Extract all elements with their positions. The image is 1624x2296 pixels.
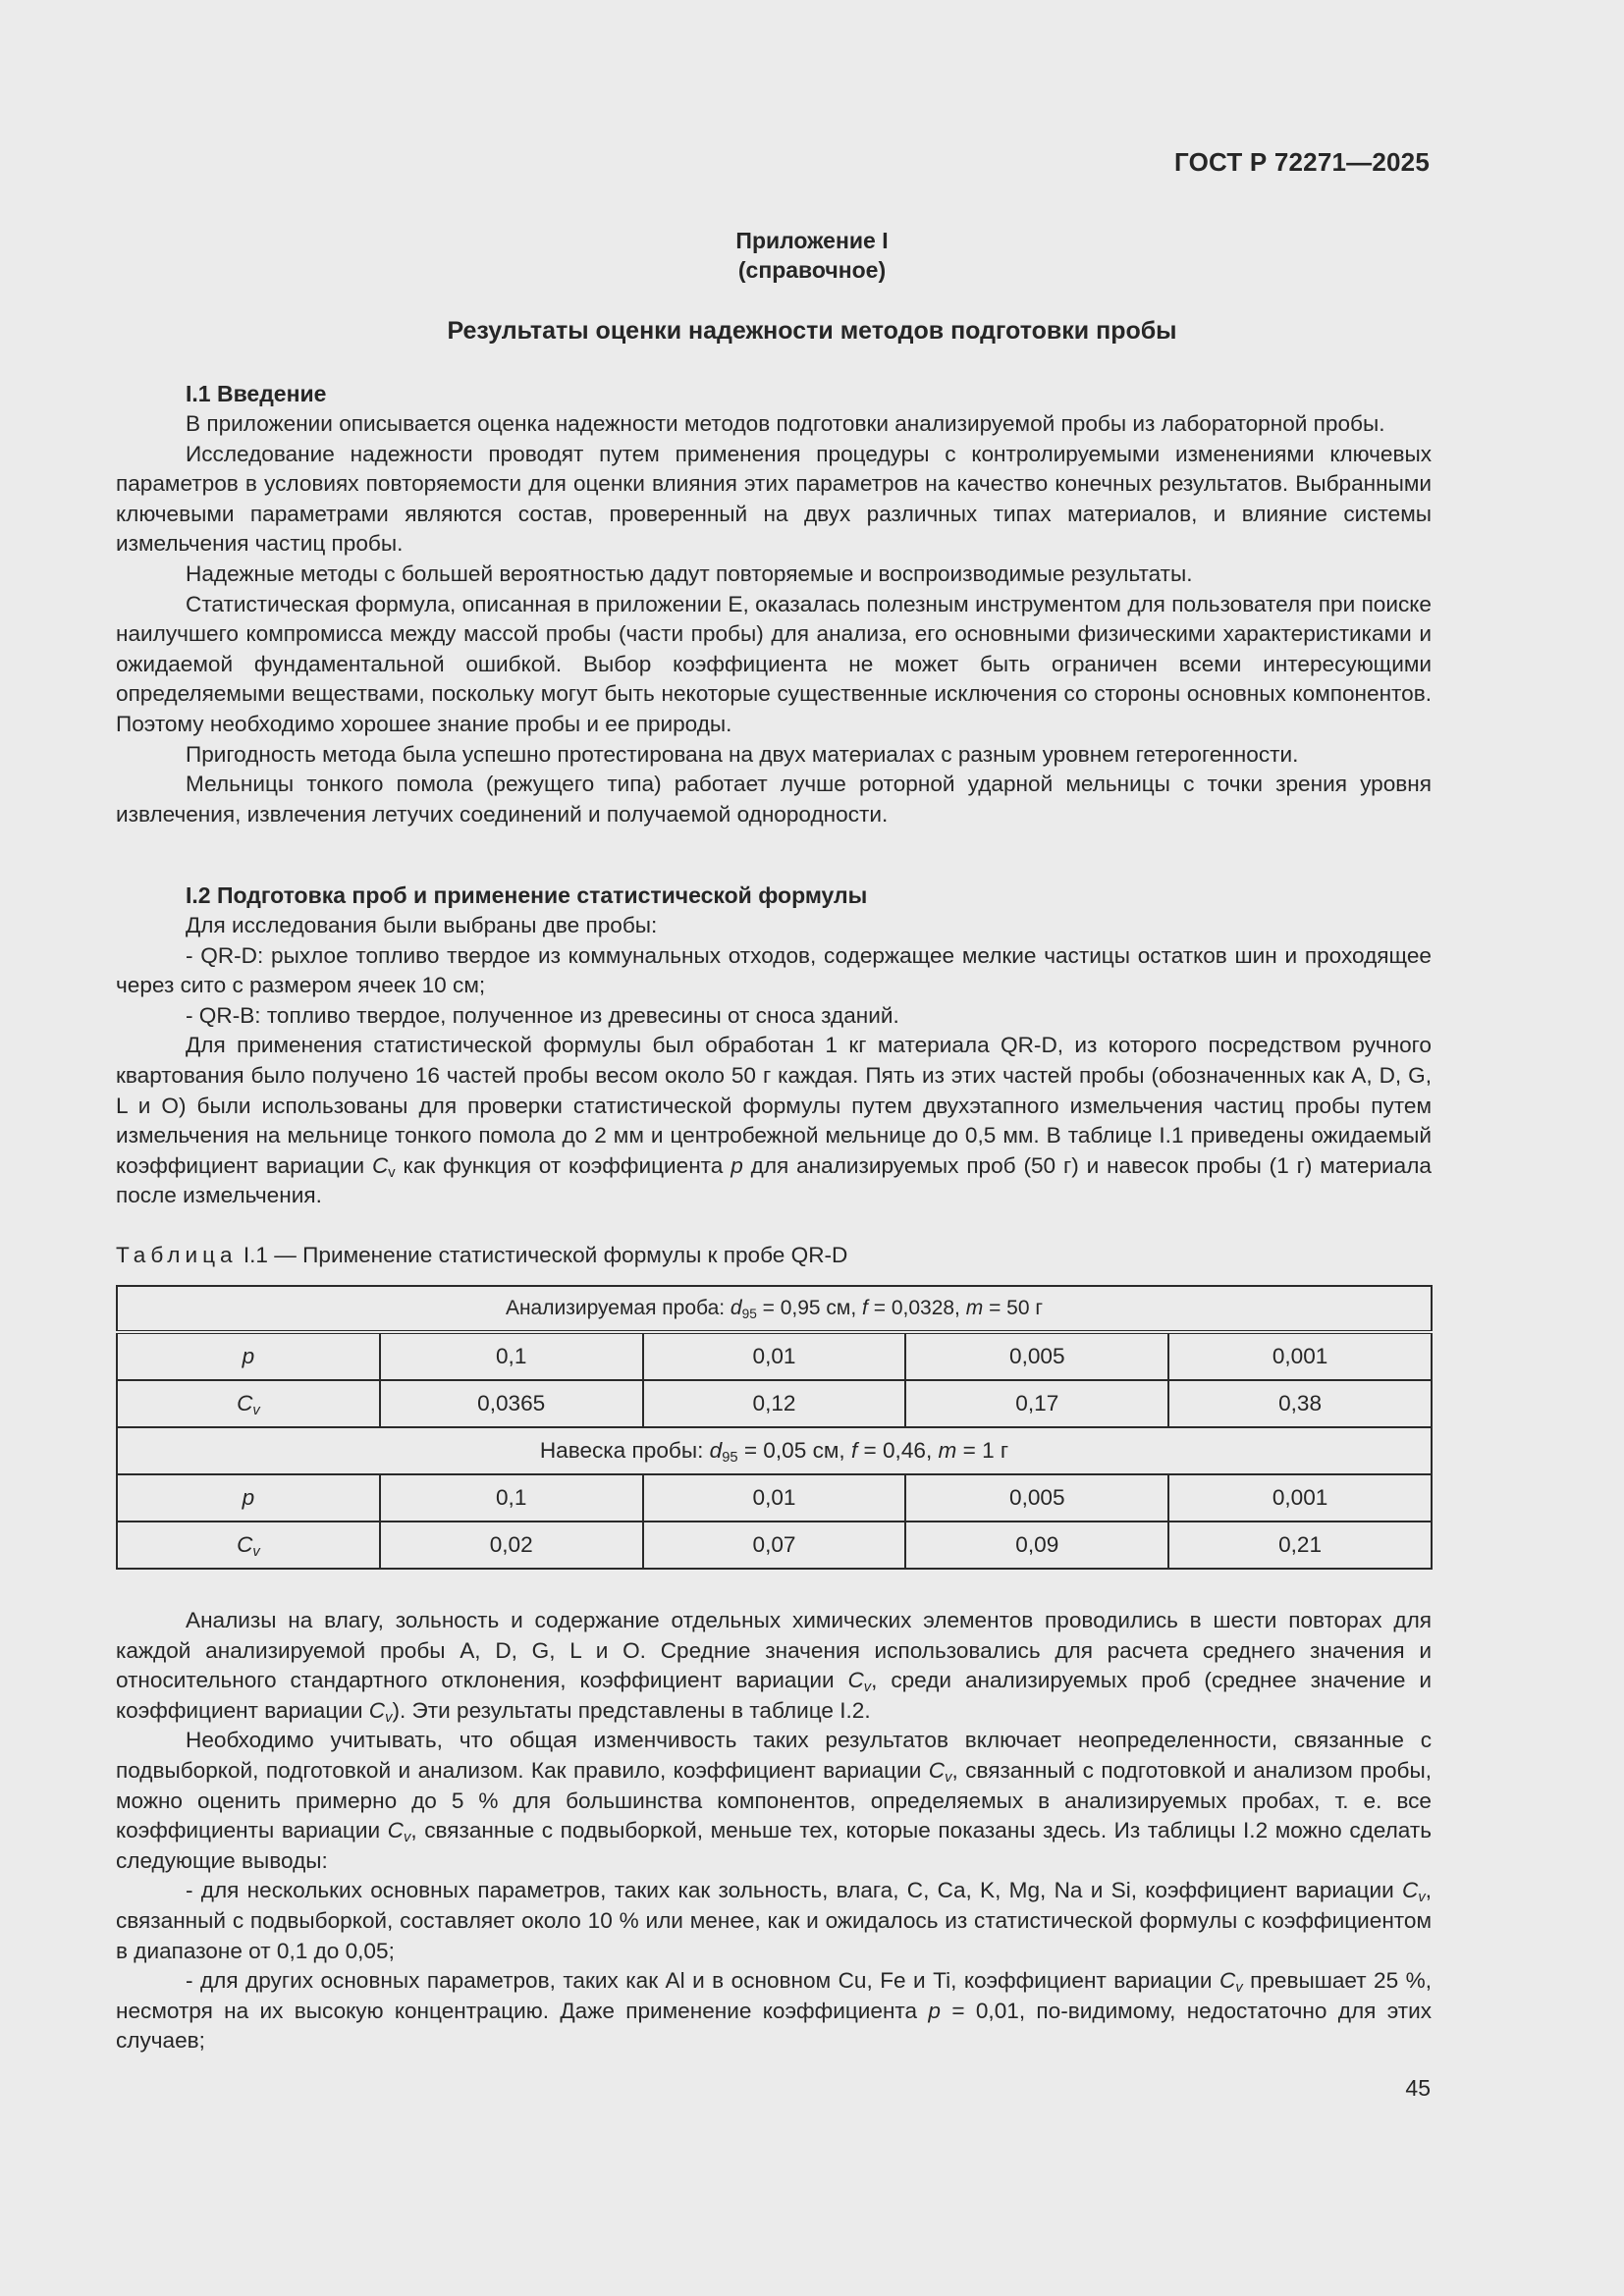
paragraph: Для применения статистической формулы был обработан 1 кг материала QR-D, из которого посредством ручного квартования было получено 16 частей пробы весом около 50 г каждая. Пять из этих частей пробы (обозначенных как A, D, G, L и O) были использованы для проверки статистической формулы путем двухэтапного измельчения частиц пробы путем измельчения на мельнице тонкого помола до 2 мм и центробежной мельнице до 0,5 мм. В таблице I.1 приведены ожидаемый коэффициент вариации $C_v$ как функция от коэффициента p для анализируемых проб (50 г) и навесок пробы (1 г) материала после измельчения.: [116, 1033, 1432, 1208]
row-label-cv: $C_v$: [117, 1380, 380, 1427]
analytical-sample-header: Анализируемая проба: $d_{95} = 0,95$ см, f = 0,0328, m = 50 г: [117, 1286, 1432, 1332]
table-cell: 0,001: [1168, 1332, 1432, 1380]
table-row: [117, 1380, 1432, 1427]
appendix-subtitle: (справочное): [737, 257, 887, 283]
table-cell: 0,005: [905, 1474, 1168, 1522]
section-heading: I.1 Введение: [186, 381, 327, 406]
list-item: - для нескольких основных параметров, таких как зольность, влага, C, Ca, K, Mg, Na и Si, коэффициент вариации $C_v$, связанный с подвыборкой, составляет около 10 % или менее, как и ожидалось из статистической формулы с коэффициентом в диапазоне от 0,1 до 0,05;: [116, 1878, 1432, 1963]
paragraph: Статистическая формула, описанная в приложении E, оказалась полезным инструментом для пользователя при поиске наилучшего компромисса между массой пробы (части пробы) для анализа, его основными физическими характеристиками и ожидаемой фундаментальной ошибкой. Выбор коэффициента не может быть ограничен всеми интересующими определяемыми веществами, поскольку могут быть некоторые существенные исключения со стороны основных компонентов. Поэтому необходимо хорошее знание пробы и ее природы.: [116, 591, 1432, 736]
table-cell: 0,01: [643, 1474, 906, 1522]
paragraph: Для исследования были выбраны две пробы:: [186, 913, 658, 937]
table-cell: 0,0365: [380, 1380, 643, 1427]
table-cell: 0,21: [1168, 1522, 1432, 1569]
section-results-discussion: [116, 1606, 1432, 2056]
table-cell: 0,01: [643, 1332, 906, 1380]
table-row: [117, 1332, 1432, 1380]
table-group-header: [117, 1286, 1432, 1332]
table-cell: 0,1: [380, 1332, 643, 1380]
section-heading: I.2 Подготовка проб и применение статистической формулы: [186, 882, 868, 908]
paragraph: Анализы на влагу, зольность и содержание отдельных химических элементов проводились в шести повторах для каждой анализируемой пробы A, D, G, L и O. Средние значения использовались для расчета среднего значения и относительного стандартного отклонения, коэффициент вариации $C_v$, среди анализируемых проб (среднее значение и коэффициент вариации $C_v$). Эти результаты представлены в таблице I.2.: [116, 1608, 1432, 1726]
table-cell: 0,17: [905, 1380, 1168, 1427]
table-row: [117, 1474, 1432, 1522]
list-item: - для других основных параметров, таких как Al и в основном Cu, Fe и Ti, коэффициент вариации $C_v$ превышает 25 %, несмотря на их высокую концентрацию. Даже применение коэффициента p = 0,01, по-видимому, недостаточно для этих случаев;: [116, 1968, 1432, 2054]
list-item: - QR-B: топливо твердое, полученное из древесины от сноса зданий.: [186, 1002, 899, 1028]
table-cell: 0,005: [905, 1332, 1168, 1380]
table-cell: 0,12: [643, 1380, 906, 1427]
paragraph: В приложении описывается оценка надежности методов подготовки анализируемой пробы из лабораторной пробы.: [186, 411, 1385, 436]
table-caption: Таблица I.1 — Применение статистической формулы к пробе QR-D: [116, 1243, 848, 1267]
paragraph: Исследование надежности проводят путем применения процедуры с контролируемыми изменениями ключевых параметров в условиях повторяемости для оценки влияния этих параметров на качество конечных результатов. Выбранными ключевыми параметрами являются состав, проверенный на двух различных типах материалов, и влияние системы измельчения частиц пробы.: [116, 441, 1432, 557]
table-cell: 0,38: [1168, 1380, 1432, 1427]
appendix-heading: [0, 226, 1624, 285]
table-cell: 0,001: [1168, 1474, 1432, 1522]
table-cell: 0,1: [380, 1474, 643, 1522]
paragraph: Необходимо учитывать, что общая изменчивость таких результатов включает неопределенности, связанные с подвыборкой, подготовкой и анализом. Как правило, коэффициент вариации $C_v$, связанный с подготовкой и анализом пробы, можно оценить примерно до 5 % для большинства компонентов, определяемых в анализируемых пробах, т. е. все коэффициенты вариации $C_v$, связанные с подвыборкой, меньше тех, которые показаны здесь. Из таблицы I.2 можно сделать следующие выводы:: [116, 1728, 1432, 1873]
paragraph: Мельницы тонкого помола (режущего типа) работает лучше роторной ударной мельницы с точки зрения уровня извлечения, извлечения летучих соединений и получаемой однородности.: [116, 772, 1432, 827]
paragraph: Пригодность метода была успешно протестирована на двух материалах с разным уровнем гетерогенности.: [186, 741, 1299, 767]
test-portion-header: Навеска пробы: $d_{95} = 0,05$ см, f = 0,46, m = 1 г: [117, 1427, 1432, 1474]
section-sample-preparation: [116, 880, 1432, 1211]
appendix-title: Приложение I: [735, 228, 889, 253]
row-label-p: p: [117, 1474, 380, 1522]
table-cell: 0,09: [905, 1522, 1168, 1569]
data-table: [116, 1285, 1433, 1570]
row-label-cv: $C_v$: [117, 1522, 380, 1569]
paragraph: Надежные методы с большей вероятностью дадут повторяемые и воспроизводимые результаты.: [186, 561, 1193, 586]
table-group-header: [117, 1427, 1432, 1474]
main-title: Результаты оценки надежности методов подготовки пробы: [447, 317, 1177, 345]
section-introduction: [116, 378, 1432, 829]
row-label-p: p: [117, 1332, 380, 1380]
list-item: - QR-D: рыхлое топливо твердое из коммунальных отходов, содержащее мелкие частицы остатков шин и проходящее через сито с размером ячеек 10 см;: [116, 942, 1432, 998]
table-row: [117, 1522, 1432, 1569]
document-code: ГОСТ Р 72271—2025: [1174, 147, 1430, 177]
table-cell: 0,02: [380, 1522, 643, 1569]
page-number: 45: [1405, 2075, 1431, 2101]
table-cell: 0,07: [643, 1522, 906, 1569]
